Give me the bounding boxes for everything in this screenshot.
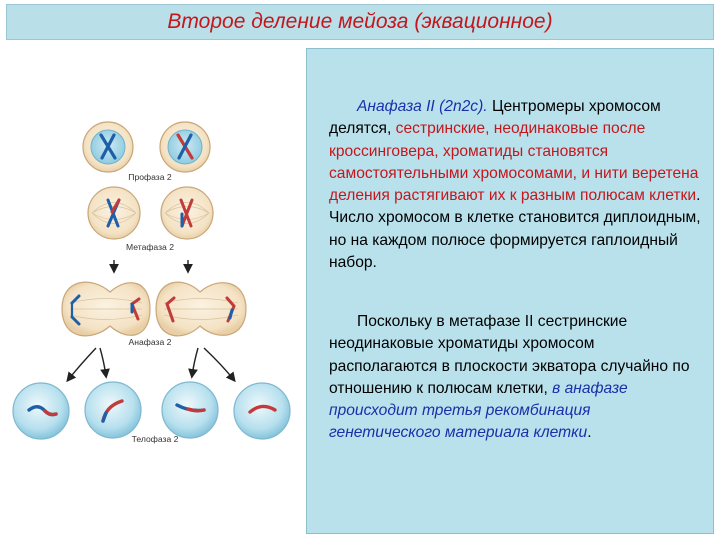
- arrow-icon: [192, 348, 198, 376]
- telophase-cell-1: [13, 383, 69, 439]
- meiosis-diagram: [0, 40, 304, 540]
- p1-text-2: . Число хромосом в клетке становится диплоидным, но на каждом полюсе формируется гаплоидный набор.: [329, 187, 701, 272]
- telophase-cell-4: [234, 383, 290, 439]
- arrow-icon: [100, 348, 106, 376]
- p2-text-1: Поскольку в метафазе II сестринские неодинаковые хроматиды хромосом располагаются в плоскости экватора случайно по отношению к полюсам клетки,: [329, 313, 690, 397]
- paragraph-anaphase: [329, 96, 703, 274]
- metaphase-cell-right: [161, 187, 213, 239]
- anaphase-heading: Анафаза II (2n2c).: [357, 98, 488, 115]
- telophase-cell-2: [85, 382, 141, 438]
- prophase-cell-right: [160, 122, 210, 172]
- label-telophase: Телофаза 2: [131, 434, 179, 444]
- p1-text-1: Центромеры хромосом делятся,: [329, 98, 661, 138]
- title-bar: [6, 4, 714, 40]
- p2-highlight: в анафазе происходит третья рекомбинация генетического материала клетки: [329, 379, 628, 442]
- arrow-icon: [204, 348, 234, 380]
- anaphase-cell-right: [156, 282, 246, 336]
- telophase-cell-3: [162, 382, 218, 438]
- text-panel: [306, 48, 714, 534]
- p2-text-2: .: [587, 424, 592, 442]
- prophase-cell-left: [83, 122, 133, 172]
- slide-title: Второе деление мейоза (эквационное): [167, 10, 553, 33]
- arrow-icon: [68, 348, 96, 380]
- paragraph-recombination: [329, 311, 703, 445]
- anaphase-cell-left: [62, 282, 150, 336]
- label-metaphase: Метафаза 2: [125, 242, 175, 252]
- label-prophase: Профаза 2: [128, 172, 172, 182]
- metaphase-cell-left: [88, 187, 140, 239]
- label-anaphase: Анафаза 2: [128, 337, 172, 347]
- p1-highlight: сестринские, неодинаковые после кроссинговера, хроматиды становятся самостоятельными хромосомами, и нити веретена деления растягивают их к разным полюсам клетки: [329, 120, 699, 205]
